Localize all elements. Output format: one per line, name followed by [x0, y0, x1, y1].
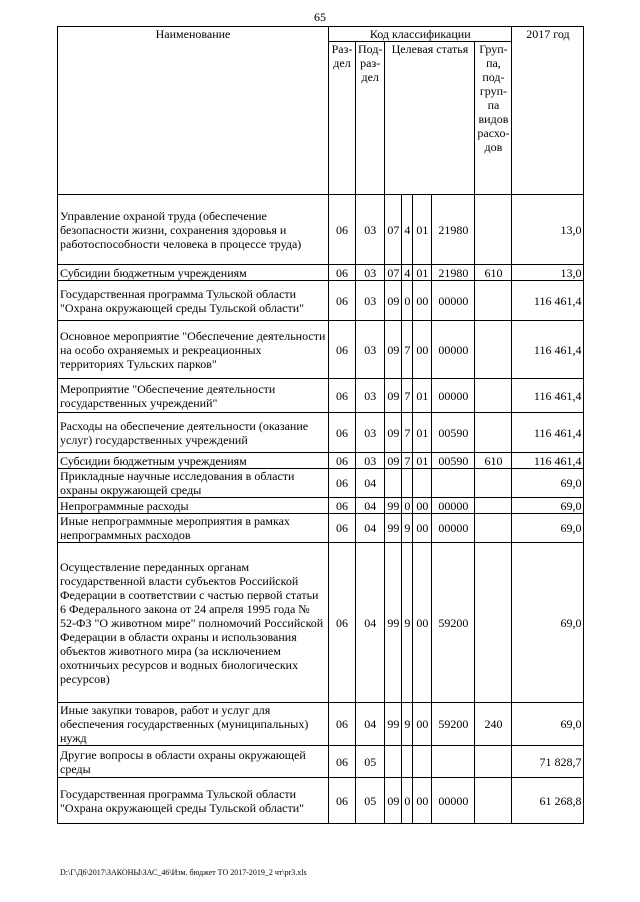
row-section: 06 [329, 265, 356, 281]
table-row [58, 746, 584, 778]
row-target-event: 01 [413, 265, 432, 281]
row-expense-group [475, 195, 512, 265]
row-target-subprogram: 7 [402, 453, 413, 469]
table-row [58, 498, 584, 514]
row-amount: 116 461,4 [512, 321, 584, 379]
row-name: Государственная программа Тульской области "Охрана окружающей среды Тульской области" [58, 778, 329, 824]
row-amount: 13,0 [512, 195, 584, 265]
row-subsection: 03 [356, 281, 385, 321]
row-amount: 69,0 [512, 498, 584, 514]
table-row [58, 453, 584, 469]
budget-table [57, 26, 584, 824]
row-target-subprogram [402, 469, 413, 498]
row-target-subprogram: 4 [402, 265, 413, 281]
row-target-direction: 00000 [432, 281, 475, 321]
row-expense-group [475, 543, 512, 703]
row-target-direction: 21980 [432, 265, 475, 281]
row-target-program: 99 [385, 514, 402, 543]
row-subsection: 03 [356, 453, 385, 469]
row-subsection: 04 [356, 469, 385, 498]
row-name: Основное мероприятие "Обеспечение деятельности на особо охраняемых и рекреационных территориях Тульских парков" [58, 321, 329, 379]
row-target-program: 99 [385, 543, 402, 703]
row-target-event: 00 [413, 281, 432, 321]
row-section: 06 [329, 778, 356, 824]
row-name: Иные непрограммные мероприятия в рамках непрограммных расходов [58, 514, 329, 543]
row-section: 06 [329, 703, 356, 746]
row-section: 06 [329, 281, 356, 321]
row-expense-group: 610 [475, 453, 512, 469]
row-target-subprogram: 7 [402, 321, 413, 379]
table-row [58, 469, 584, 498]
row-name: Мероприятие "Обеспечение деятельности государственных учреждений" [58, 379, 329, 413]
row-target-subprogram: 9 [402, 514, 413, 543]
row-target-direction: 00000 [432, 498, 475, 514]
row-target-event: 01 [413, 453, 432, 469]
column-header-target-item: Целевая статья [385, 42, 475, 195]
column-header-code-group: Код классификации [329, 27, 512, 42]
row-target-subprogram: 7 [402, 413, 413, 453]
table-body [58, 195, 584, 824]
row-section: 06 [329, 321, 356, 379]
row-target-direction: 00590 [432, 453, 475, 469]
row-name: Иные закупки товаров, работ и услуг для обеспечения государственных (муниципальных) нужд [58, 703, 329, 746]
row-amount: 13,0 [512, 265, 584, 281]
row-subsection: 05 [356, 746, 385, 778]
row-subsection: 04 [356, 514, 385, 543]
row-target-direction [432, 746, 475, 778]
row-target-program: 09 [385, 321, 402, 379]
row-expense-group [475, 321, 512, 379]
row-amount: 61 268,8 [512, 778, 584, 824]
row-amount: 116 461,4 [512, 379, 584, 413]
row-subsection: 03 [356, 265, 385, 281]
table-row [58, 703, 584, 746]
row-target-event [413, 746, 432, 778]
row-target-event: 00 [413, 321, 432, 379]
row-name: Другие вопросы в области охраны окружающей среды [58, 746, 329, 778]
row-target-event: 00 [413, 514, 432, 543]
table-row [58, 778, 584, 824]
table-row [58, 281, 584, 321]
row-target-direction: 59200 [432, 543, 475, 703]
column-header-section: Раз- дел [329, 42, 356, 195]
row-target-direction [432, 469, 475, 498]
page-number: 65 [314, 10, 326, 24]
row-target-program: 09 [385, 379, 402, 413]
row-subsection: 04 [356, 498, 385, 514]
row-target-event: 00 [413, 778, 432, 824]
row-expense-group [475, 746, 512, 778]
row-amount: 69,0 [512, 703, 584, 746]
row-amount: 69,0 [512, 514, 584, 543]
table-row [58, 514, 584, 543]
row-target-direction: 00590 [432, 413, 475, 453]
row-name: Субсидии бюджетным учреждениям [58, 265, 329, 281]
table-row [58, 413, 584, 453]
row-name: Государственная программа Тульской области "Охрана окружающей среды Тульской области" [58, 281, 329, 321]
row-expense-group [475, 514, 512, 543]
row-target-subprogram: 7 [402, 379, 413, 413]
row-expense-group [475, 498, 512, 514]
table-row [58, 195, 584, 265]
row-target-subprogram: 0 [402, 498, 413, 514]
row-section: 06 [329, 453, 356, 469]
row-target-event: 01 [413, 195, 432, 265]
row-expense-group [475, 469, 512, 498]
row-target-direction: 00000 [432, 514, 475, 543]
row-target-subprogram: 4 [402, 195, 413, 265]
table-row [58, 265, 584, 281]
row-target-subprogram [402, 746, 413, 778]
row-amount: 116 461,4 [512, 413, 584, 453]
row-expense-group [475, 281, 512, 321]
row-target-event: 00 [413, 498, 432, 514]
table-row [58, 321, 584, 379]
row-name: Непрограммные расходы [58, 498, 329, 514]
row-expense-group [475, 778, 512, 824]
row-name: Расходы на обеспечение деятельности (оказание услуг) государственных учреждений [58, 413, 329, 453]
row-target-program: 09 [385, 453, 402, 469]
row-target-event: 01 [413, 379, 432, 413]
row-name: Прикладные научные исследования в области охраны окружающей среды [58, 469, 329, 498]
row-amount: 69,0 [512, 543, 584, 703]
row-expense-group: 240 [475, 703, 512, 746]
row-amount: 116 461,4 [512, 281, 584, 321]
row-target-subprogram: 0 [402, 778, 413, 824]
table-row [58, 379, 584, 413]
row-target-program: 07 [385, 265, 402, 281]
row-target-event: 00 [413, 703, 432, 746]
row-name: Управление охраной труда (обеспечение безопасности жизни, сохранения здоровья и работоспособности человека в процессе труда) [58, 195, 329, 265]
row-target-direction: 59200 [432, 703, 475, 746]
row-section: 06 [329, 498, 356, 514]
row-section: 06 [329, 543, 356, 703]
row-expense-group [475, 413, 512, 453]
row-amount: 71 828,7 [512, 746, 584, 778]
row-target-direction: 00000 [432, 321, 475, 379]
row-section: 06 [329, 379, 356, 413]
row-expense-group [475, 379, 512, 413]
file-path-footer: D:\Г\Д6\2017\ЗАКОНЫ\ЗАС_46\Изм. бюджет ТО 2017-2019_2 чт\pr3.xls [60, 868, 307, 877]
row-target-program [385, 746, 402, 778]
row-name: Субсидии бюджетным учреждениям [58, 453, 329, 469]
row-subsection: 05 [356, 778, 385, 824]
row-section: 06 [329, 469, 356, 498]
row-target-direction: 00000 [432, 379, 475, 413]
column-header-year: 2017 год [512, 27, 584, 195]
row-subsection: 04 [356, 703, 385, 746]
row-target-program: 09 [385, 413, 402, 453]
row-target-program: 09 [385, 281, 402, 321]
header-row-1 [58, 27, 584, 42]
row-expense-group: 610 [475, 265, 512, 281]
row-subsection: 04 [356, 543, 385, 703]
row-amount: 69,0 [512, 469, 584, 498]
row-target-subprogram: 0 [402, 281, 413, 321]
row-target-direction: 00000 [432, 778, 475, 824]
row-section: 06 [329, 514, 356, 543]
row-name: Осуществление переданных органам государственной власти субъектов Российской Федерации в соответствии с частью первой статьи 6 Федерального закона от 24 апреля 1995 года № 52-ФЗ "О животном мире" полномочий Российской Федерации в области охраны и использования объектов животного мира (за исключением охотничьих ресурсов и водных биологических ресурсов) [58, 543, 329, 703]
row-target-subprogram: 9 [402, 543, 413, 703]
column-header-expense-group: Груп- па, под- груп- па видов расхо- дов [475, 42, 512, 195]
row-target-program: 07 [385, 195, 402, 265]
table-row [58, 543, 584, 703]
row-subsection: 03 [356, 321, 385, 379]
row-target-program: 99 [385, 703, 402, 746]
row-section: 06 [329, 195, 356, 265]
row-section: 06 [329, 413, 356, 453]
column-header-name: Наименование [58, 27, 329, 195]
row-subsection: 03 [356, 413, 385, 453]
row-target-subprogram: 9 [402, 703, 413, 746]
column-header-subsection: Под- раз- дел [356, 42, 385, 195]
row-target-program: 09 [385, 778, 402, 824]
row-target-program: 99 [385, 498, 402, 514]
row-target-event [413, 469, 432, 498]
row-subsection: 03 [356, 379, 385, 413]
row-target-event: 01 [413, 413, 432, 453]
row-target-event: 00 [413, 543, 432, 703]
row-amount: 116 461,4 [512, 453, 584, 469]
row-target-direction: 21980 [432, 195, 475, 265]
row-section: 06 [329, 746, 356, 778]
row-subsection: 03 [356, 195, 385, 265]
row-target-program [385, 469, 402, 498]
